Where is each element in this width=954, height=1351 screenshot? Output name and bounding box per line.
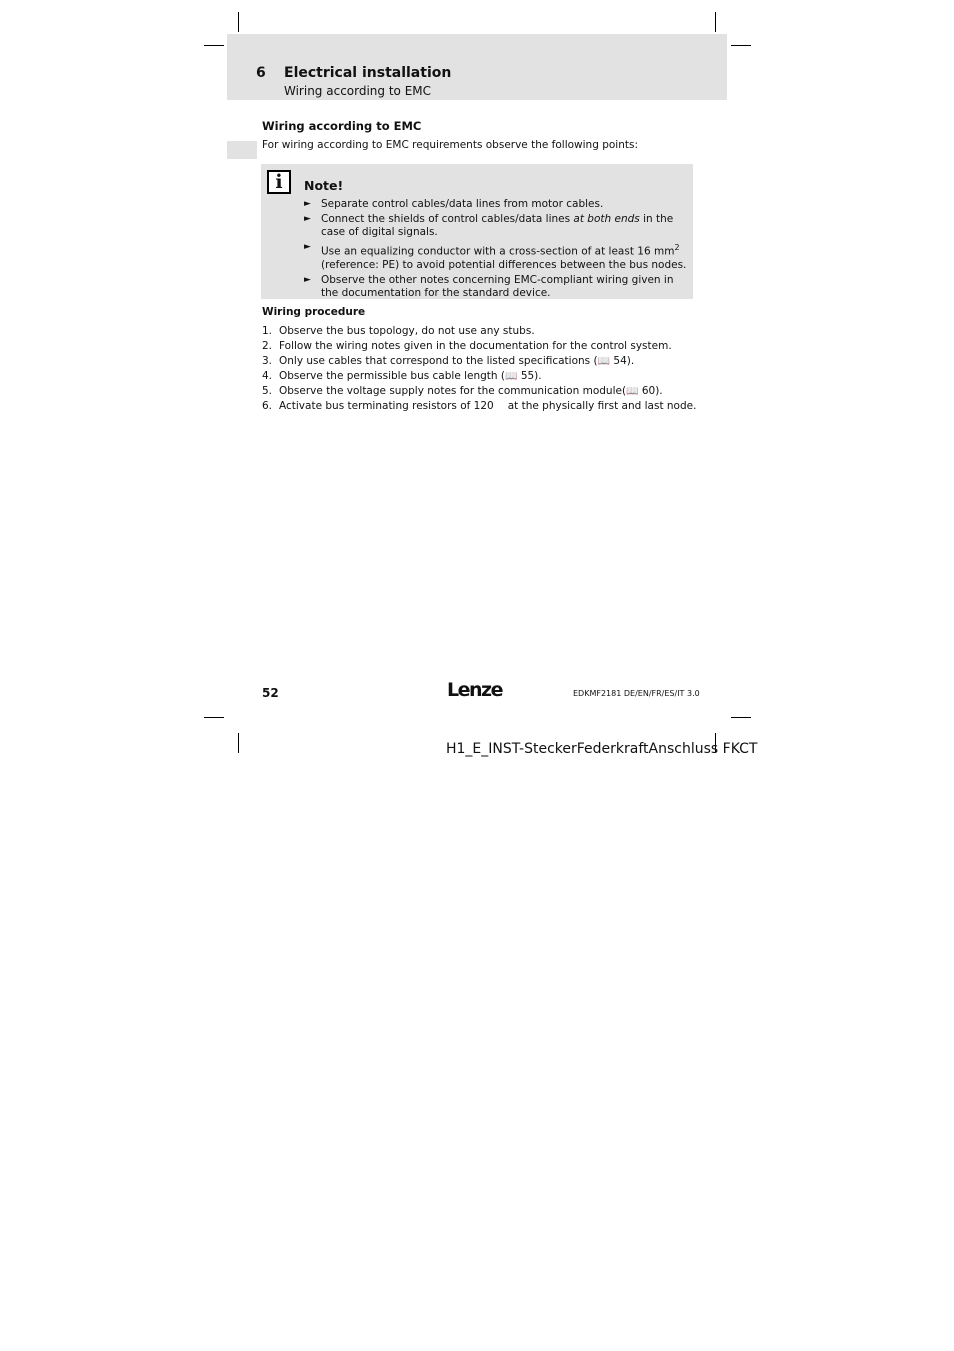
lenze-logo: Lenze bbox=[447, 679, 502, 701]
procedure-step: 1. Observe the bus topology, do not use any stubs. bbox=[262, 325, 535, 337]
chapter-subtitle: Wiring according to EMC bbox=[284, 84, 432, 98]
crop-mark bbox=[731, 45, 751, 46]
note-item bbox=[304, 241, 689, 272]
note-item-text: Connect the shields of control cables/data lines at both ends in the case of digital signals. bbox=[321, 213, 674, 238]
note-item-text: Use an equalizing conductor with a cross-section of at least 16 $mm^2$ (reference: PE) to avoid potential differences between the bus nodes. bbox=[321, 243, 687, 271]
procedure-step: 3. Only use cables that correspond to the listed specifications (📖 54). bbox=[262, 355, 635, 367]
side-tab bbox=[227, 141, 257, 159]
bullet-arrow-icon: ► bbox=[304, 242, 311, 252]
book-icon[interactable]: 📖 bbox=[597, 356, 611, 367]
book-icon[interactable]: 📖 bbox=[626, 386, 639, 397]
note-list bbox=[304, 198, 689, 302]
chapter-number: 6 bbox=[256, 65, 266, 81]
procedure-title: Wiring procedure bbox=[262, 306, 366, 318]
procedure-step: 6. Activate bus terminating resistors of 120 at the physically first and last node. bbox=[262, 400, 697, 412]
book-icon[interactable]: 📖 bbox=[505, 371, 518, 382]
note-item bbox=[304, 274, 689, 300]
section-title: Wiring according to EMC bbox=[262, 119, 422, 133]
info-icon: i bbox=[267, 170, 291, 194]
note-title: Note! bbox=[304, 178, 344, 193]
procedure-list bbox=[262, 324, 702, 414]
bullet-arrow-icon: ► bbox=[304, 274, 311, 285]
crop-mark bbox=[731, 717, 751, 718]
document-reference: EDKMF2181 DE/EN/FR/ES/IT 3.0 bbox=[573, 689, 700, 698]
file-name: H1_E_INST-SteckerFederkraftAnschluss FKCT bbox=[446, 741, 758, 757]
page-number: 52 bbox=[262, 686, 279, 700]
crop-mark bbox=[238, 733, 239, 753]
bullet-arrow-icon: ► bbox=[304, 199, 311, 209]
bullet-arrow-icon: ► bbox=[304, 214, 311, 224]
crop-mark bbox=[238, 12, 239, 32]
procedure-step: 2. Follow the wiring notes given in the documentation for the control system. bbox=[262, 340, 672, 352]
chapter-title: Electrical installation bbox=[284, 65, 452, 81]
note-item-text: Observe the other notes concerning EMC-compliant wiring given in the documentation for the standard device. bbox=[321, 273, 674, 299]
crop-mark bbox=[204, 717, 224, 718]
procedure-step: 5. Observe the voltage supply notes for the communication module(📖 60). bbox=[262, 385, 663, 397]
note-item bbox=[304, 198, 689, 211]
note-item bbox=[304, 213, 689, 239]
section-intro: For wiring according to EMC requirements observe the following points: bbox=[262, 139, 639, 151]
crop-mark bbox=[715, 12, 716, 32]
note-item-text: Separate control cables/data lines from motor cables. bbox=[321, 198, 604, 210]
procedure-step: 4. Observe the permissible bus cable length (📖 55). bbox=[262, 370, 542, 382]
crop-mark bbox=[204, 45, 224, 46]
